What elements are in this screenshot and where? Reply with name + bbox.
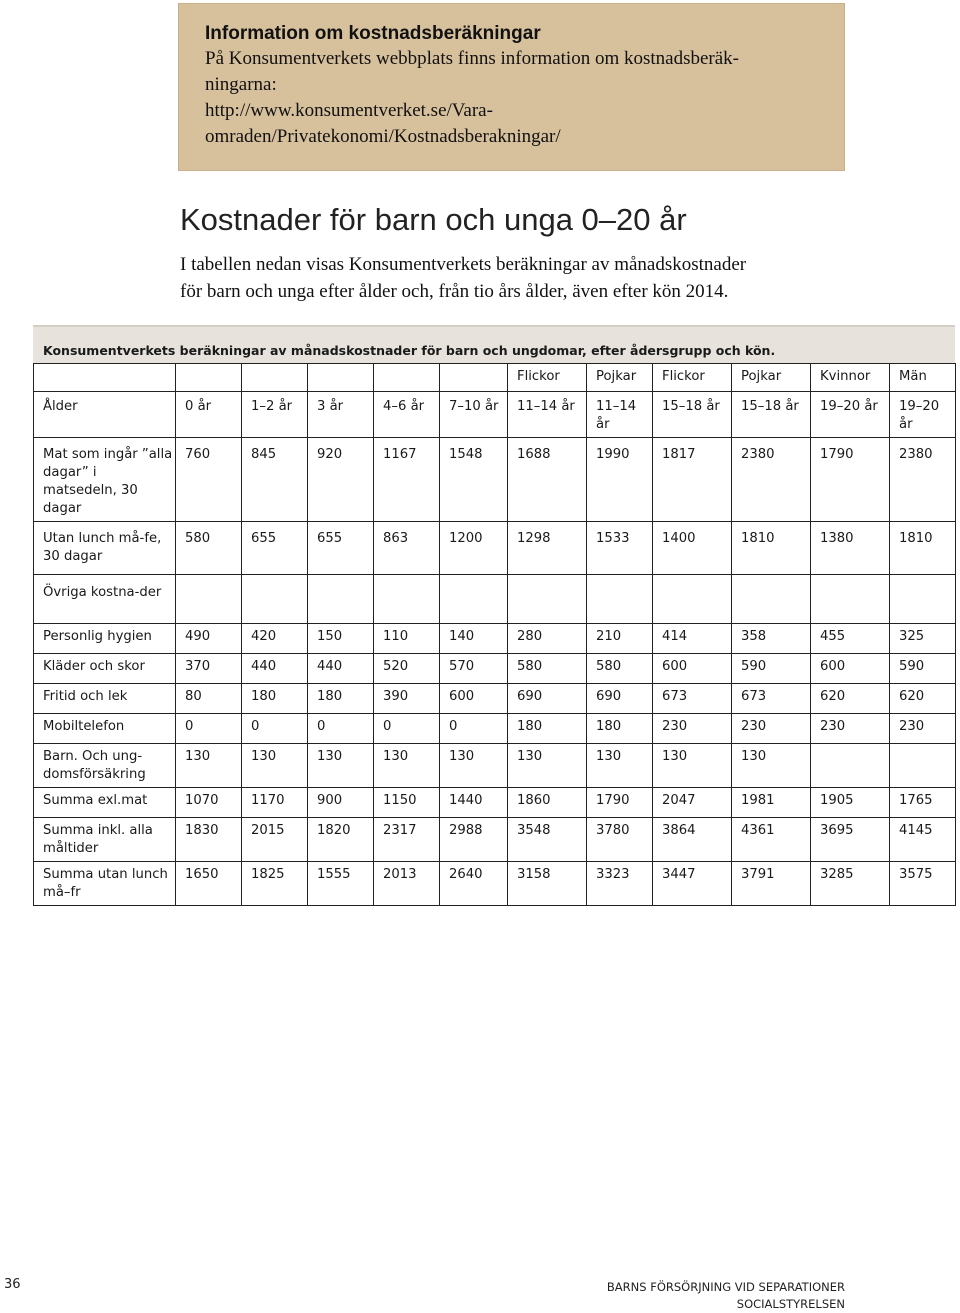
table-cell: 0 — [176, 714, 242, 744]
table-cell: 2640 — [440, 862, 508, 906]
table-cell: 358 — [732, 624, 811, 654]
table-cell: 590 — [732, 654, 811, 684]
table-row — [34, 624, 956, 654]
table-cell: 3158 — [508, 862, 587, 906]
table-cell: 3791 — [732, 862, 811, 906]
table-cell: 673 — [653, 684, 732, 714]
age-row-label: Ålder — [34, 392, 176, 438]
table-cell — [811, 575, 890, 624]
table-cell: 1380 — [811, 522, 890, 575]
table-row — [34, 818, 956, 862]
table-cell: 690 — [587, 684, 653, 714]
table-cell: 1650 — [176, 862, 242, 906]
info-box-text — [205, 46, 818, 150]
age-header-cell: 7–10 år — [440, 392, 508, 438]
table-cell — [308, 575, 374, 624]
cost-table — [33, 363, 956, 906]
table-cell — [653, 575, 732, 624]
table-cell: 3695 — [811, 818, 890, 862]
table-cell: 600 — [811, 654, 890, 684]
table-header-age-row — [34, 392, 956, 438]
gender-header-cell — [242, 364, 308, 392]
row-label: Summa inkl. alla måltider — [34, 818, 176, 862]
table-cell: 370 — [176, 654, 242, 684]
row-label: Personlig hygien — [34, 624, 176, 654]
table-cell: 1400 — [653, 522, 732, 575]
table-cell: 1688 — [508, 438, 587, 522]
table-cell: 130 — [374, 744, 440, 788]
cost-table-container — [33, 325, 955, 906]
table-cell: 0 — [308, 714, 374, 744]
table-cell: 3285 — [811, 862, 890, 906]
table-cell: 2047 — [653, 788, 732, 818]
row-label: Mat som ingår ”alla dagar” i matsedeln, 30 dagar — [34, 438, 176, 522]
info-url-line[interactable]: omraden/Privatekonomi/Kostnadsberakningar/ — [205, 126, 561, 147]
table-cell: 130 — [176, 744, 242, 788]
gender-header-cell: Pojkar — [587, 364, 653, 392]
info-line: ningarna: — [205, 74, 277, 95]
gender-header-cell — [374, 364, 440, 392]
table-cell: 180 — [308, 684, 374, 714]
table-cell: 1150 — [374, 788, 440, 818]
table-cell: 3447 — [653, 862, 732, 906]
gender-header-cell: Flickor — [508, 364, 587, 392]
table-cell: 1905 — [811, 788, 890, 818]
table-cell: 620 — [811, 684, 890, 714]
table-cell: 2380 — [732, 438, 811, 522]
table-cell: 600 — [653, 654, 732, 684]
age-header-cell: 11–14 år — [587, 392, 653, 438]
table-caption: Konsumentverkets beräkningar av månadskostnader för barn och ungdomar, efter ådersgrupp och kön. — [33, 325, 955, 363]
table-cell: 230 — [811, 714, 890, 744]
row-label: Barn. Och ung-domsförsäkring — [34, 744, 176, 788]
table-cell: 1830 — [176, 818, 242, 862]
table-cell: 590 — [890, 654, 956, 684]
table-cell: 140 — [440, 624, 508, 654]
intro-line: för barn och unga efter ålder och, från tio års ålder, även efter kön 2014. — [180, 281, 729, 302]
gender-header-cell: Flickor — [653, 364, 732, 392]
table-cell: 655 — [308, 522, 374, 575]
table-cell: 280 — [508, 624, 587, 654]
table-cell: 3548 — [508, 818, 587, 862]
table-cell: 420 — [242, 624, 308, 654]
table-row — [34, 744, 956, 788]
table-cell: 4361 — [732, 818, 811, 862]
table-cell: 3323 — [587, 862, 653, 906]
table-cell: 2317 — [374, 818, 440, 862]
info-box-title: Information om kostnadsberäkningar — [205, 23, 541, 44]
table-cell: 1170 — [242, 788, 308, 818]
table-row — [34, 788, 956, 818]
table-cell: 110 — [374, 624, 440, 654]
table-row — [34, 714, 956, 744]
table-row — [34, 575, 956, 624]
page-number: 36 — [4, 1277, 21, 1292]
table-cell: 520 — [374, 654, 440, 684]
table-cell: 600 — [440, 684, 508, 714]
table-cell: 920 — [308, 438, 374, 522]
table-cell: 655 — [242, 522, 308, 575]
table-cell: 1817 — [653, 438, 732, 522]
table-cell: 1820 — [308, 818, 374, 862]
table-cell: 2013 — [374, 862, 440, 906]
gender-header-cell — [176, 364, 242, 392]
table-cell: 180 — [242, 684, 308, 714]
table-cell: 900 — [308, 788, 374, 818]
table-cell — [811, 744, 890, 788]
table-cell: 1167 — [374, 438, 440, 522]
table-cell: 390 — [374, 684, 440, 714]
table-cell: 673 — [732, 684, 811, 714]
table-cell: 1440 — [440, 788, 508, 818]
gender-header-cell — [440, 364, 508, 392]
table-cell — [508, 575, 587, 624]
age-header-cell: 15–18 år — [732, 392, 811, 438]
table-cell: 2015 — [242, 818, 308, 862]
table-cell: 1825 — [242, 862, 308, 906]
row-label: Fritid och lek — [34, 684, 176, 714]
table-cell: 1200 — [440, 522, 508, 575]
table-cell: 1790 — [587, 788, 653, 818]
table-cell — [732, 575, 811, 624]
gender-header-cell: Kvinnor — [811, 364, 890, 392]
table-cell: 440 — [242, 654, 308, 684]
table-cell: 0 — [242, 714, 308, 744]
age-header-cell: 1–2 år — [242, 392, 308, 438]
table-cell: 1070 — [176, 788, 242, 818]
table-cell: 1533 — [587, 522, 653, 575]
gender-header-cell — [34, 364, 176, 392]
table-cell: 180 — [587, 714, 653, 744]
age-header-cell: 19–20 år — [890, 392, 956, 438]
row-label: Mobiltelefon — [34, 714, 176, 744]
info-box — [178, 3, 845, 171]
table-row — [34, 684, 956, 714]
table-cell: 130 — [308, 744, 374, 788]
table-cell: 130 — [653, 744, 732, 788]
table-cell — [890, 744, 956, 788]
table-cell: 0 — [374, 714, 440, 744]
table-cell: 863 — [374, 522, 440, 575]
age-header-cell: 3 år — [308, 392, 374, 438]
age-header-cell: 0 år — [176, 392, 242, 438]
row-label: Övriga kostna-der — [34, 575, 176, 624]
table-header-gender-row — [34, 364, 956, 392]
table-cell: 1981 — [732, 788, 811, 818]
table-cell: 130 — [242, 744, 308, 788]
table-cell: 1860 — [508, 788, 587, 818]
table-row — [34, 862, 956, 906]
age-header-cell: 4–6 år — [374, 392, 440, 438]
intro-line: I tabellen nedan visas Konsumentverkets beräkningar av månadskostnader — [180, 254, 747, 275]
row-label: Kläder och skor — [34, 654, 176, 684]
table-cell: 455 — [811, 624, 890, 654]
table-cell: 130 — [587, 744, 653, 788]
table-cell: 845 — [242, 438, 308, 522]
table-cell: 1548 — [440, 438, 508, 522]
table-cell: 230 — [653, 714, 732, 744]
table-cell — [374, 575, 440, 624]
gender-header-cell — [308, 364, 374, 392]
row-label: Summa utan lunch må–fr — [34, 862, 176, 906]
table-cell: 1790 — [811, 438, 890, 522]
table-cell: 570 — [440, 654, 508, 684]
table-cell: 2988 — [440, 818, 508, 862]
table-cell: 1765 — [890, 788, 956, 818]
table-cell: 130 — [508, 744, 587, 788]
table-row — [34, 522, 956, 575]
table-cell: 150 — [308, 624, 374, 654]
gender-header-cell: Pojkar — [732, 364, 811, 392]
table-cell — [587, 575, 653, 624]
table-cell: 180 — [508, 714, 587, 744]
table-cell: 230 — [732, 714, 811, 744]
table-cell: 1298 — [508, 522, 587, 575]
table-cell: 0 — [440, 714, 508, 744]
table-cell: 130 — [732, 744, 811, 788]
table-cell: 4145 — [890, 818, 956, 862]
table-cell: 760 — [176, 438, 242, 522]
table-cell: 325 — [890, 624, 956, 654]
age-header-cell: 11–14 år — [508, 392, 587, 438]
table-cell: 210 — [587, 624, 653, 654]
row-label: Utan lunch må-fe, 30 dagar — [34, 522, 176, 575]
intro-paragraph — [180, 251, 880, 305]
table-cell: 580 — [587, 654, 653, 684]
table-cell — [242, 575, 308, 624]
table-cell: 3864 — [653, 818, 732, 862]
gender-header-cell: Män — [890, 364, 956, 392]
table-cell: 1810 — [890, 522, 956, 575]
table-cell: 3780 — [587, 818, 653, 862]
footer-publisher: SOCIALSTYRELSEN — [736, 1297, 845, 1311]
table-cell: 580 — [508, 654, 587, 684]
table-row — [34, 654, 956, 684]
info-url-line[interactable]: http://www.konsumentverket.se/Vara- — [205, 100, 493, 121]
table-cell — [176, 575, 242, 624]
row-label: Summa exl.mat — [34, 788, 176, 818]
table-cell: 690 — [508, 684, 587, 714]
table-cell: 490 — [176, 624, 242, 654]
table-cell — [440, 575, 508, 624]
table-cell: 580 — [176, 522, 242, 575]
table-cell: 620 — [890, 684, 956, 714]
table-cell: 80 — [176, 684, 242, 714]
table-cell: 3575 — [890, 862, 956, 906]
table-cell: 130 — [440, 744, 508, 788]
footer-publication: BARNS FÖRSÖRJNING VID SEPARATIONER — [606, 1280, 845, 1294]
table-cell: 414 — [653, 624, 732, 654]
table-cell: 1990 — [587, 438, 653, 522]
table-cell: 230 — [890, 714, 956, 744]
age-header-cell: 19–20 år — [811, 392, 890, 438]
info-line: På Konsumentverkets webbplats finns information om kostnadsberäk- — [205, 48, 740, 69]
section-heading: Kostnader för barn och unga 0–20 år — [180, 202, 687, 237]
age-header-cell: 15–18 år — [653, 392, 732, 438]
table-cell: 1555 — [308, 862, 374, 906]
table-cell: 440 — [308, 654, 374, 684]
table-cell: 2380 — [890, 438, 956, 522]
table-cell — [890, 575, 956, 624]
page-footer — [607, 1279, 845, 1313]
table-cell: 1810 — [732, 522, 811, 575]
table-row — [34, 438, 956, 522]
